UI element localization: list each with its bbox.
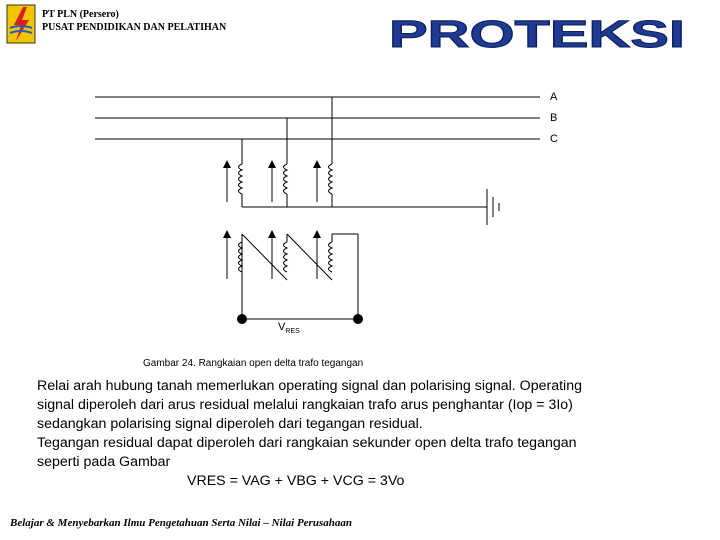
body-line: Tegangan residual dapat diperoleh dari rangkaian sekunder open delta trafo tegangan	[37, 435, 577, 451]
primary-coil-1	[239, 164, 243, 194]
company-name: PT PLN (Persero)	[42, 9, 119, 20]
figure-caption: Gambar 24. Rangkaian open delta trafo tegangan	[143, 358, 364, 369]
body-line: sedangkan polarising signal diperoleh dari tegangan residual.	[37, 416, 423, 432]
footer-motto: Belajar & Menyebarkan Ilmu Pengetahuan Serta Nilai – Nilai Perusahaan	[10, 517, 352, 529]
secondary-coil-1	[239, 242, 243, 272]
vres-label	[278, 321, 300, 335]
phase-label-b: B	[550, 112, 558, 124]
terminal-left	[237, 314, 247, 324]
terminal-right	[353, 314, 363, 324]
vres-label-main: V	[278, 321, 286, 333]
body-line: signal diperoleh dari arus residual melalui rangkaian trafo arus penghantar (Iop = 3Io)	[37, 397, 573, 413]
secondary-coil-2	[284, 242, 288, 272]
delta-link-1	[242, 234, 287, 280]
open-delta-diagram	[90, 84, 580, 344]
equation: VRES = VAG + VBG + VCG = 3Vo	[187, 473, 405, 489]
unit-name: PUSAT PENDIDIKAN DAN PELATIHAN	[42, 22, 227, 33]
body-line: seperti pada Gambar	[37, 454, 171, 470]
vres-label-sub: RES	[285, 328, 300, 335]
body-text	[37, 377, 677, 491]
page-title: PROTEKSI	[389, 14, 685, 54]
pln-lightning-logo-icon	[6, 4, 36, 44]
page-title-banner	[386, 14, 688, 54]
delta-link-2	[287, 234, 332, 280]
primary-coil-3	[329, 164, 333, 194]
primary-coil-2	[284, 164, 288, 194]
secondary-coil-3	[329, 242, 333, 272]
phase-label-a: A	[550, 91, 558, 103]
organization-name	[42, 8, 226, 34]
phase-label-c: C	[550, 133, 558, 145]
body-line: Relai arah hubung tanah memerlukan operating signal dan polarising signal. Operating	[37, 378, 582, 394]
